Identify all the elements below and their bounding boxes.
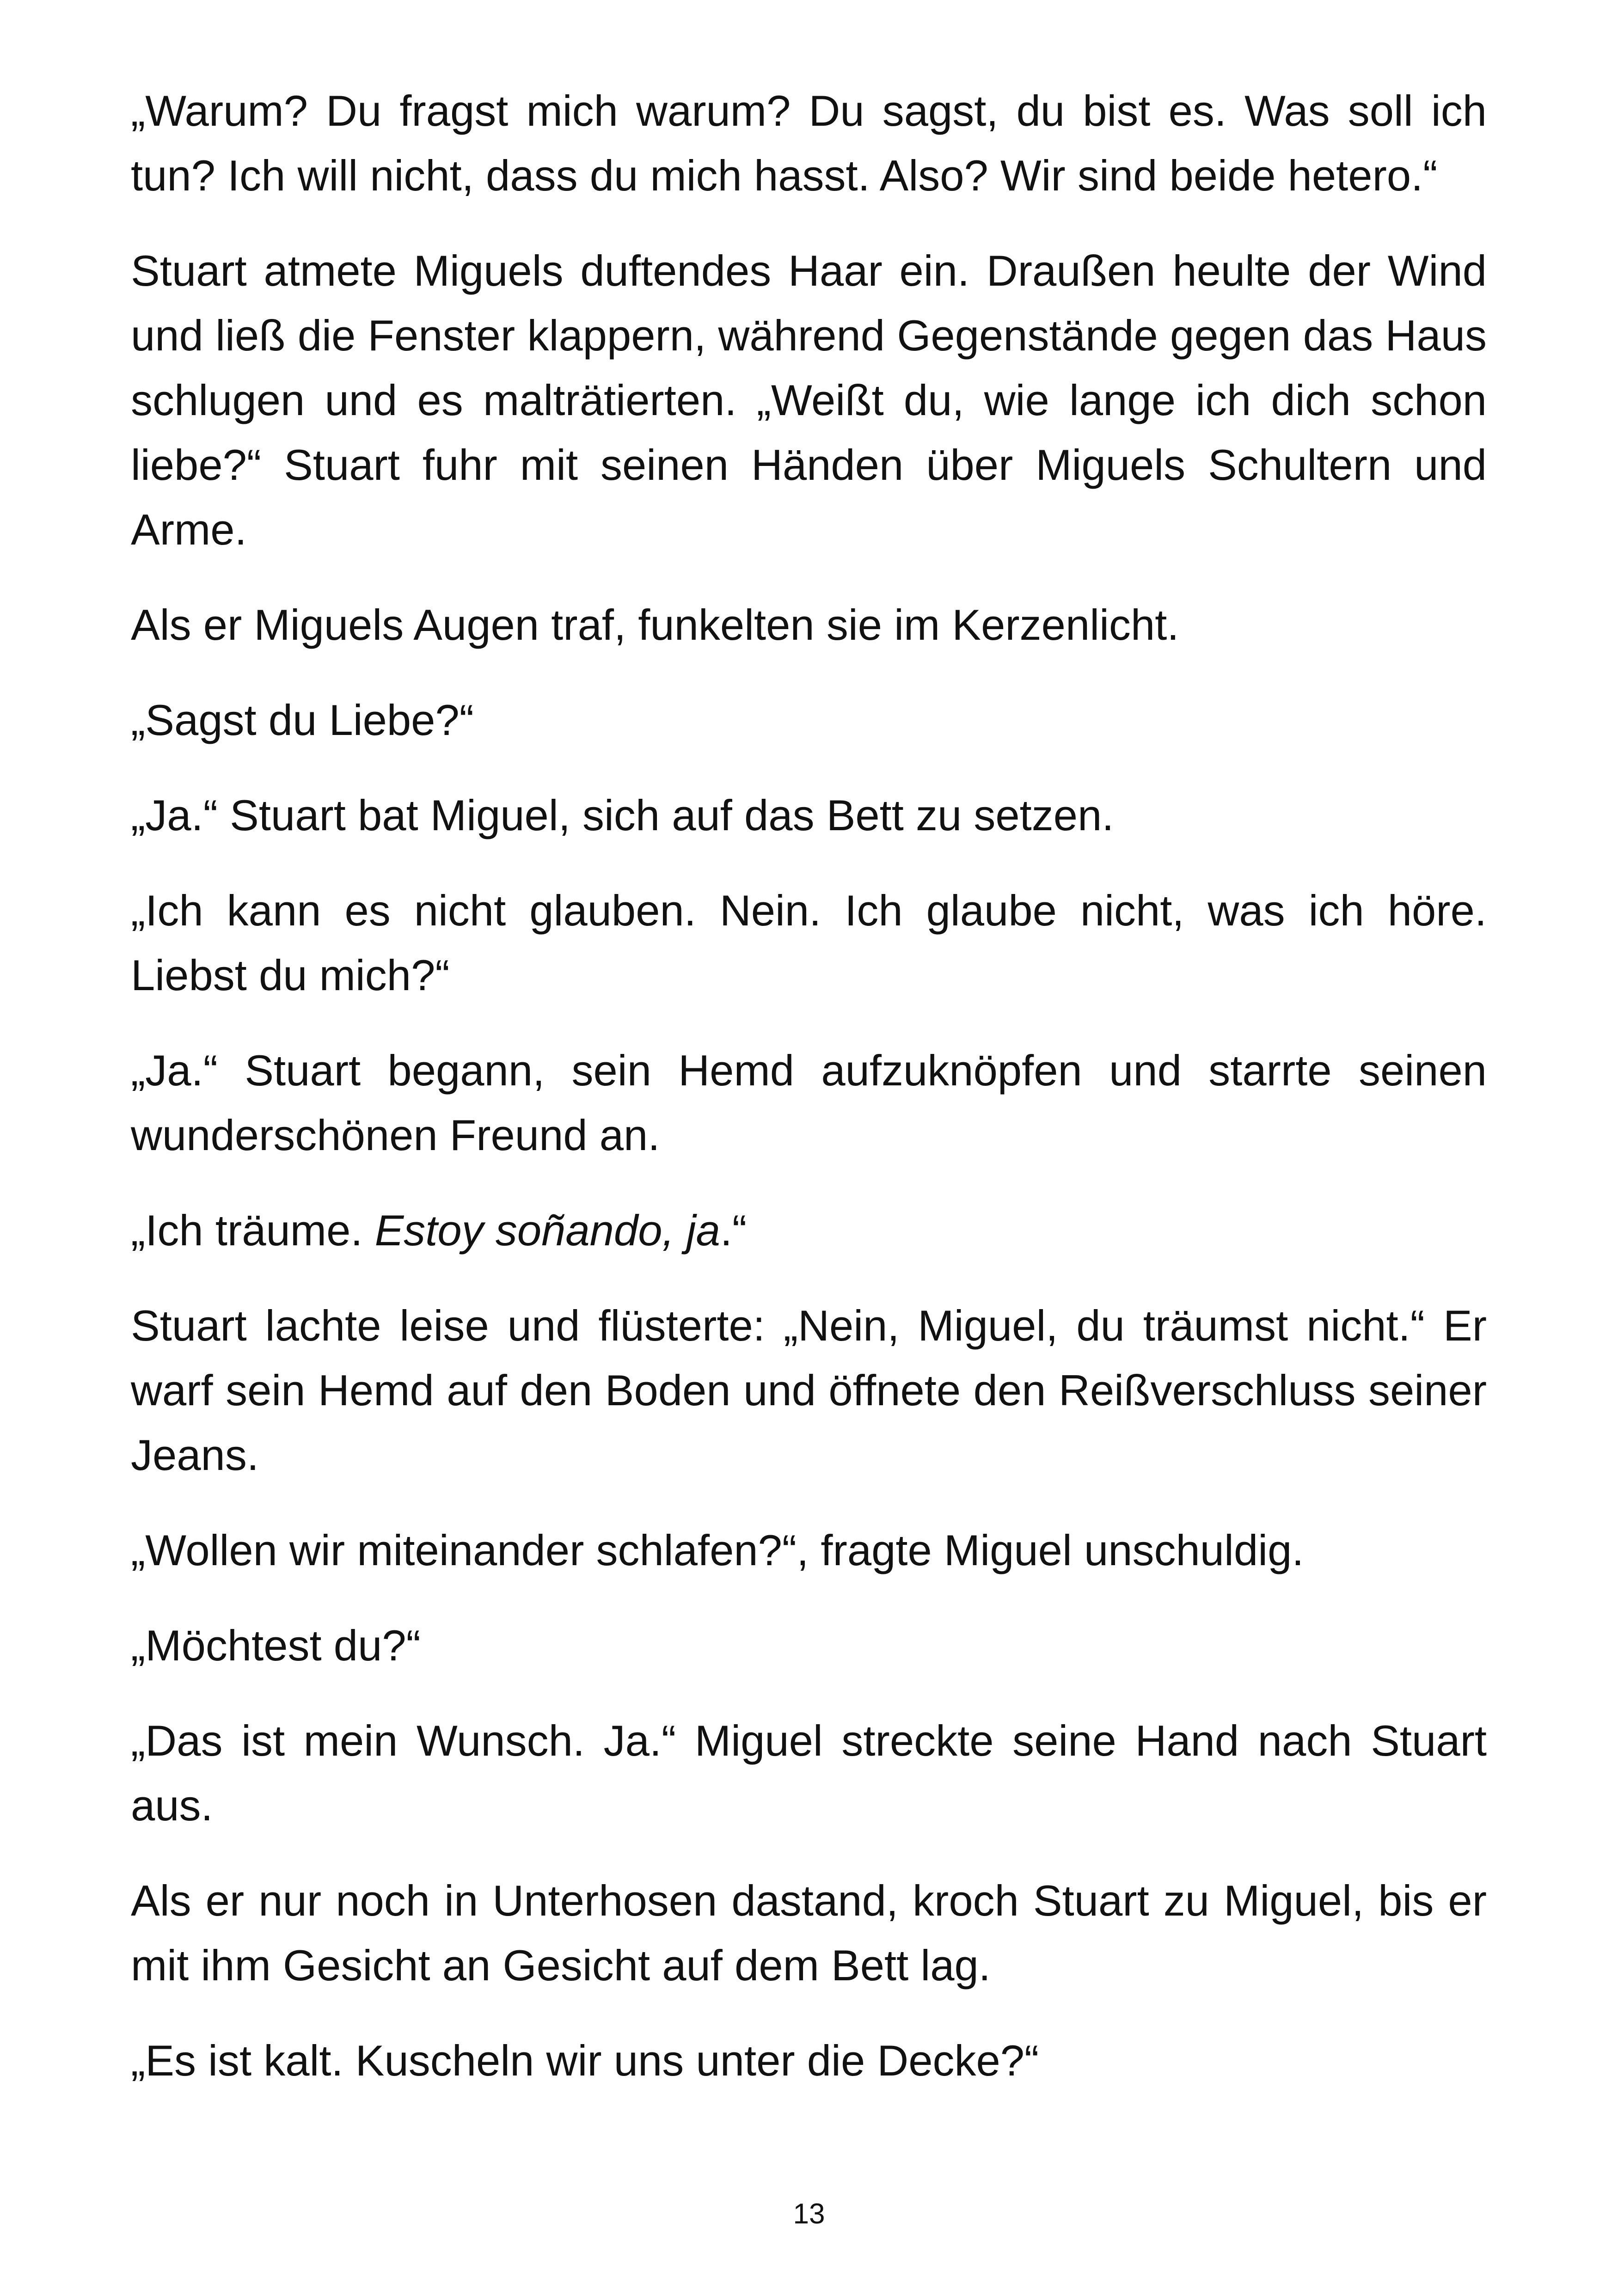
paragraph: „Das ist mein Wunsch. Ja.“ Miguel streckte seine Hand nach Stuart aus. [131, 1716, 1487, 1830]
paragraph-text: .“ [720, 1206, 747, 1255]
body-text [131, 79, 1487, 2124]
paragraph: Stuart atmete Miguels duftendes Haar ein. Draußen heulte der Wind und ließ die Fenster klappern, während Gegenstände gegen das Haus schlugen und es malträtierten. „Weißt du, wie lange ich dich schon liebe?“ Stuart fuhr mit seinen Händen über Miguels Schultern und Arme. [131, 246, 1487, 554]
paragraph: „Möchtest du?“ [131, 1621, 421, 1670]
paragraph: Stuart lachte leise und flüsterte: „Nein, Miguel, du träumst nicht.“ Er warf sein Hemd auf den Boden und öffnete den Reißverschluss seiner Jeans. [131, 1301, 1487, 1479]
paragraph: „Wollen wir miteinander schlafen?“, fragte Miguel unschuldig. [131, 1526, 1304, 1574]
paragraph: Als er Miguels Augen traf, funkelten sie im Kerzenlicht. [131, 600, 1179, 649]
paragraph: Als er nur noch in Unterhosen dastand, kroch Stuart zu Miguel, bis er mit ihm Gesicht an Gesicht auf dem Bett lag. [131, 1876, 1487, 1990]
paragraph: „Sagst du Liebe?“ [131, 696, 474, 744]
page-number: 13 [793, 2198, 825, 2230]
paragraph: „Es ist kalt. Kuscheln wir uns unter die Decke?“ [131, 2036, 1039, 2085]
paragraph: „Ja.“ Stuart begann, sein Hemd aufzuknöpfen und starrte seinen wunderschönen Freund an. [131, 1046, 1487, 1159]
paragraph-text: „Ich träume. [131, 1206, 375, 1255]
paragraph: „Ja.“ Stuart bat Miguel, sich auf das Bett zu setzen. [131, 791, 1114, 839]
paragraph: „Warum? Du fragst mich warum? Du sagst, du bist es. Was soll ich tun? Ich will nicht, dass du mich hasst. Also? Wir sind beide hetero.“ [131, 86, 1487, 200]
paragraph: „Ich kann es nicht glauben. Nein. Ich glaube nicht, was ich höre. Liebst du mich?“ [131, 886, 1487, 999]
italic-phrase: Estoy soñando, ja [374, 1206, 720, 1255]
paragraph [131, 1198, 1487, 1263]
